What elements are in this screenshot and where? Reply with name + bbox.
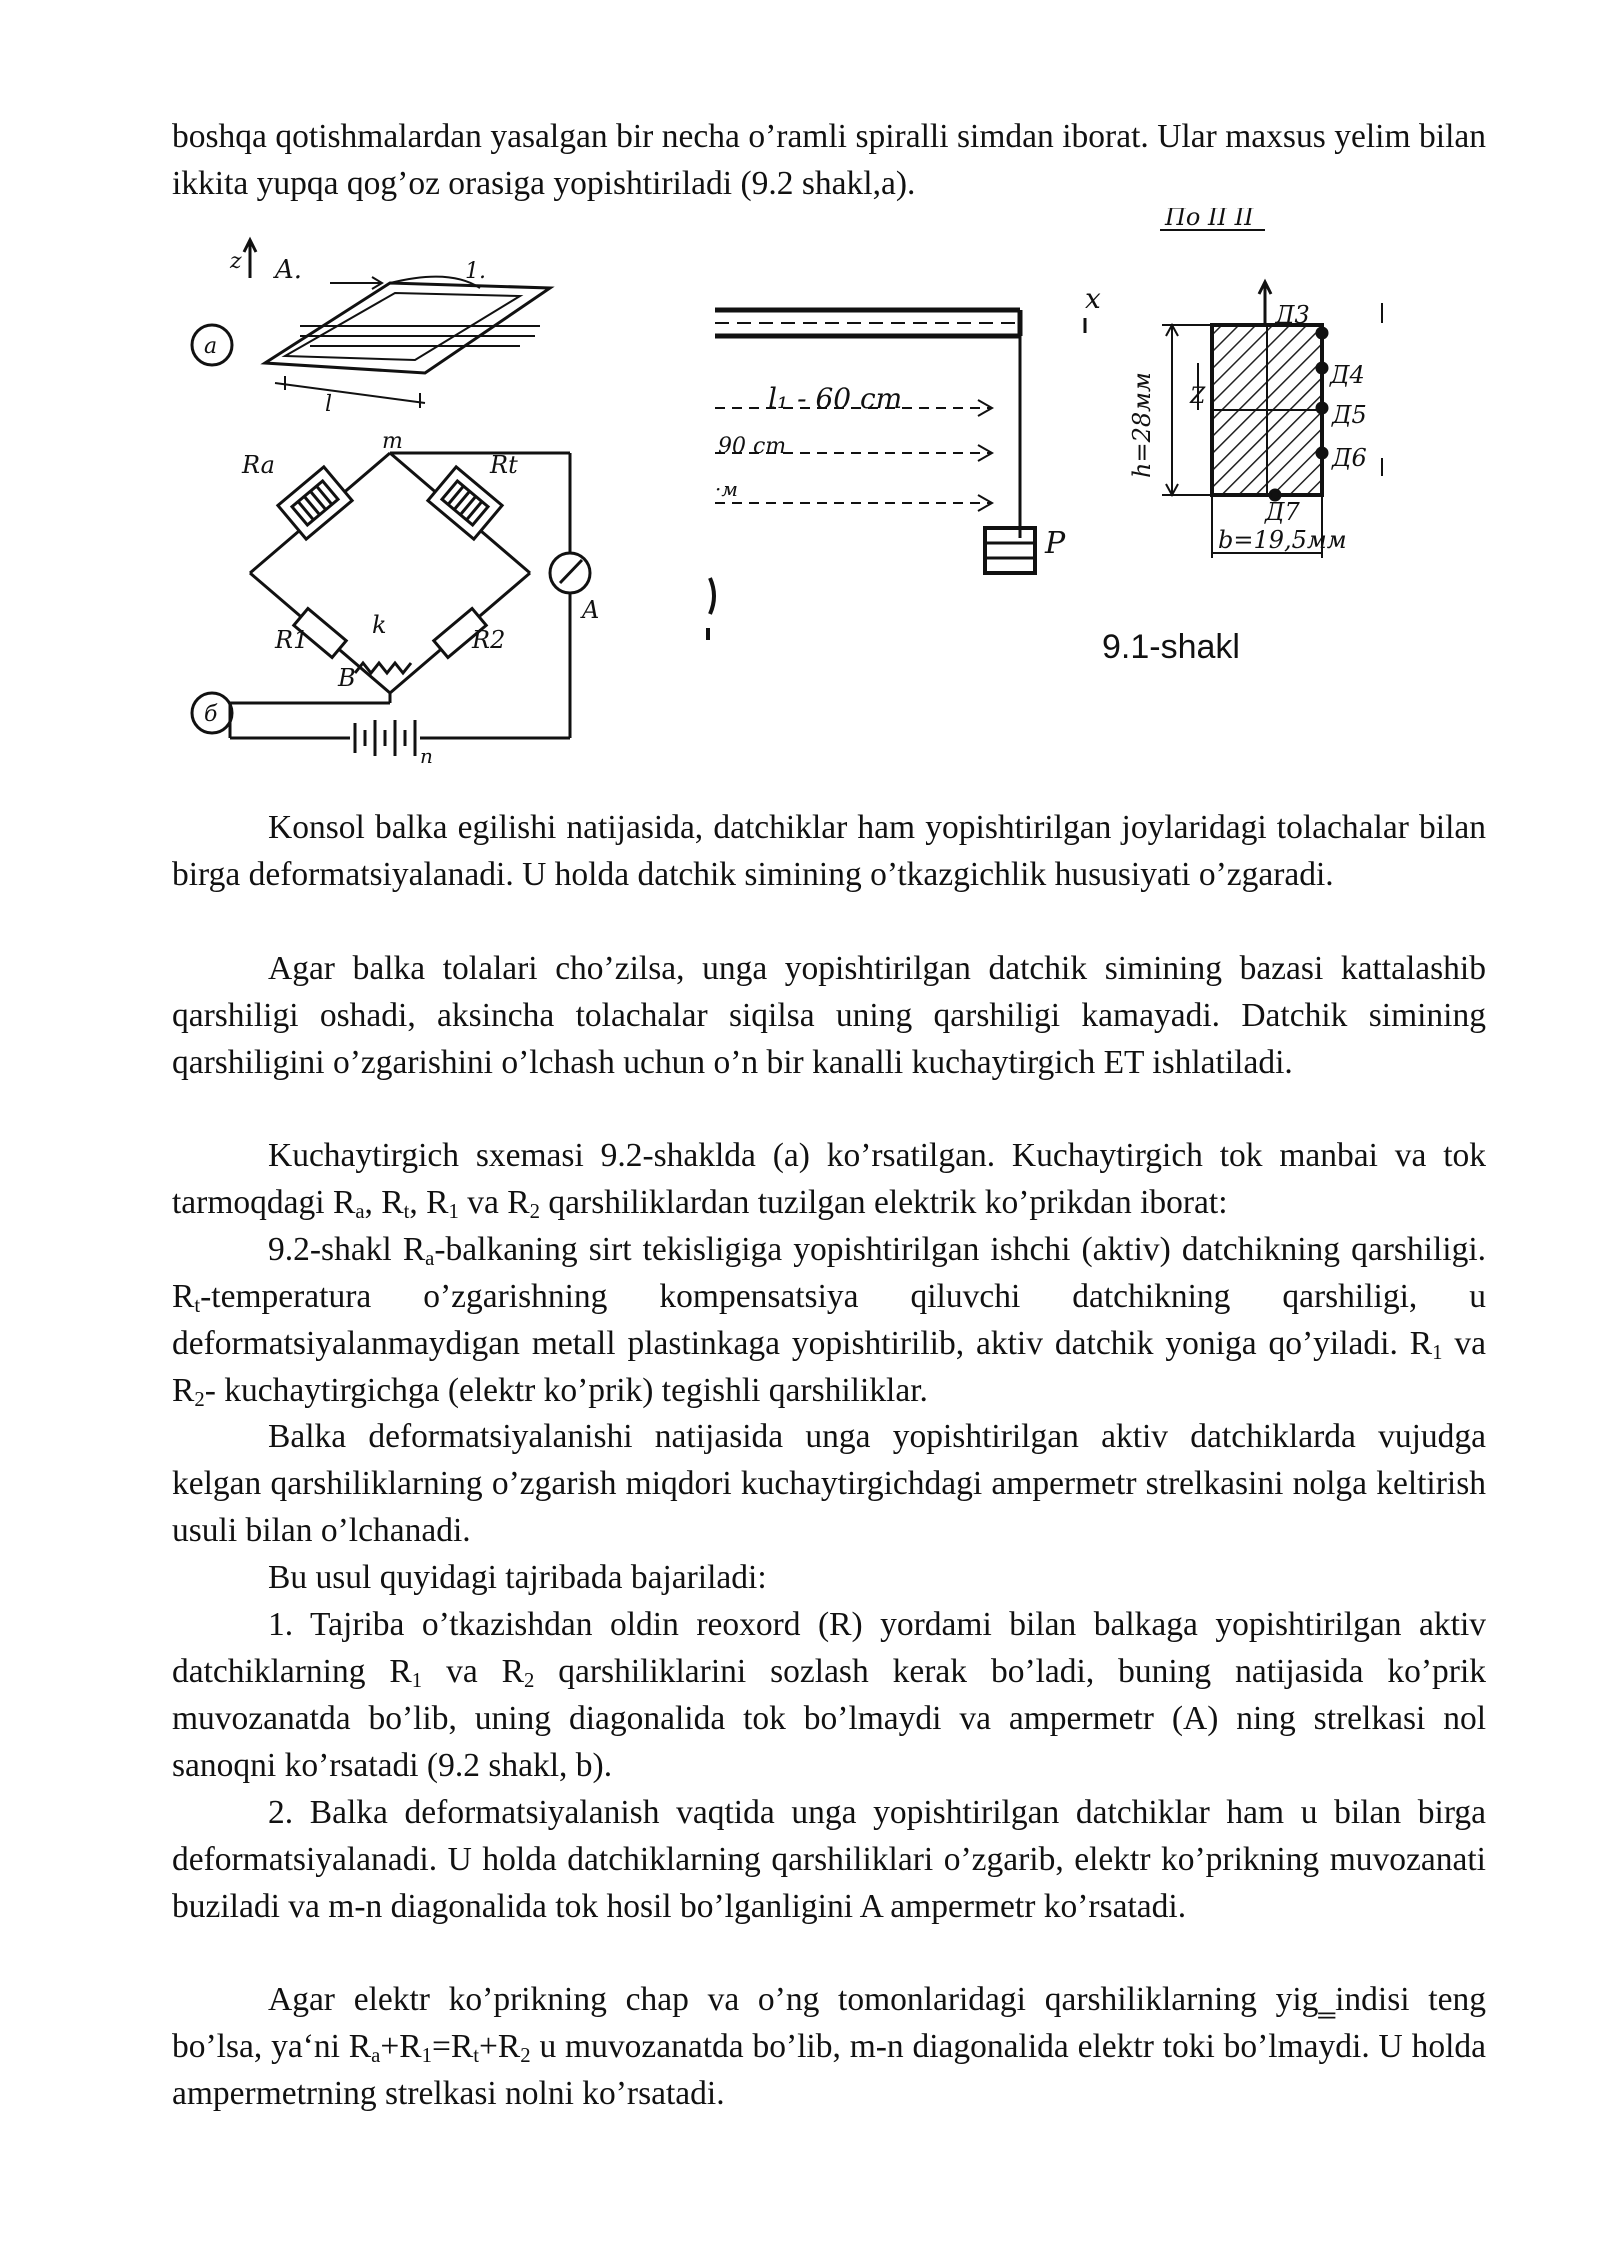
paragraph-6-text: Bu usul quyidagi tajribada bajariladi: — [268, 1559, 767, 1596]
label-l: l — [325, 392, 333, 417]
symbol-r1: R — [426, 1184, 449, 1221]
label-Ra: Ra — [242, 451, 275, 479]
symbol-r2: R — [507, 1184, 530, 1221]
separator: , — [364, 1184, 382, 1221]
strain-gauge-sketch — [192, 240, 550, 408]
paragraph-6 — [172, 1554, 1486, 1601]
paragraph-7-part: 1. Tajriba o’tkazishdan oldin reoxord (R) yordami bilan balkaga yopishtirilgan aktiv datchiklarning R — [172, 1606, 1486, 1690]
label-l1: l₁ - 60 cm — [768, 382, 903, 415]
label-Rt: Rt — [490, 451, 518, 479]
symbol-ra-sub: a — [355, 1200, 365, 1224]
label-one: 1. — [465, 259, 486, 284]
label-90cm: 90 cm — [718, 434, 787, 459]
cantilever-beam — [708, 310, 1085, 640]
label-D6: Д6 — [1332, 444, 1367, 472]
subscript: t — [194, 1294, 201, 1318]
paragraph-intro — [172, 113, 1486, 207]
paragraph-4-part: 9.2-shakl R — [268, 1231, 426, 1268]
label-R2: R2 — [472, 626, 506, 654]
symbol-ra: R — [332, 1184, 356, 1221]
subscript: 2 — [523, 1669, 535, 1693]
subscript: 1 — [411, 1669, 423, 1693]
label-A-arrow: A. — [275, 255, 303, 285]
paragraph-9-part: +R — [380, 2028, 422, 2065]
paragraph-7-part: va R — [422, 1653, 524, 1690]
label-cm-partial: ·м — [715, 477, 738, 501]
paragraph-9-part: =R — [431, 2028, 474, 2065]
paragraph-9 — [172, 1976, 1486, 2117]
label-D5: Д5 — [1332, 401, 1367, 429]
panel-a-mark: a — [204, 334, 218, 359]
label-D3: Д3 — [1275, 301, 1310, 329]
subscript: 1 — [421, 2044, 432, 2068]
symbol-r2-sub: 2 — [529, 1200, 541, 1224]
label-D4: Д4 — [1330, 361, 1365, 389]
label-m: m — [382, 429, 403, 454]
paragraph-7-part: qarshiliklarini sozlash kerak bo’ladi, buning natijasida ko’prik muvozanatda bo’lib, uning diagonalida tok bo’lmaydi va ampermetr (A) ning strelkasi nol sanoqni ko’rsatadi (9.2 shakl, b). — [172, 1653, 1486, 1784]
label-k: k — [372, 611, 387, 639]
figure-drawing — [150, 208, 1470, 788]
label-x: x — [1085, 282, 1101, 315]
subscript: 2 — [520, 2044, 531, 2068]
label-b-dim: b=19,5мм — [1218, 526, 1347, 554]
panel-b-mark: б — [204, 702, 218, 727]
subscript: 2 — [194, 1388, 205, 1412]
paragraph-8-text: 2. Balka deformatsiyalanish vaqtida unga yopishtirilgan datchiklar ham u bilan birga deformatsiyalanadi. U holda datchiklarning qarshiliklari o’zgarib, elektr ko’prikning muvozanati buziladi va m-n diagonalida tok hosil bo’lganligini A ampermetr ko’rsatadi. — [172, 1794, 1486, 1925]
figure-9-1 — [150, 208, 1470, 788]
paragraph-4-part: -balkaning sirt tekisligiga yopishtirilgan ishchi (aktiv) datchikning qarshiligi. R — [172, 1231, 1486, 1315]
paragraph-4-part: -temperatura o’zgarishning kompensatsiya qiluvchi datchikning qarshiligi, u deformatsiyalanmaydigan metall plastinkaga yopishtirilib, aktiv datchik yoniga qo’yiladi. R — [172, 1278, 1486, 1362]
label-z-box: Z — [1190, 384, 1206, 409]
label-D7: Д7 — [1265, 498, 1300, 526]
label-ammeter: A — [582, 596, 600, 624]
label-B: B — [338, 664, 356, 692]
paragraph-intro-text: boshqa qotishmalardan yasalgan bir necha o’ramli spiralli simdan iborat. Ular maxsus yelim bilan ikkita yupqa qog’oz orasiga yopishtiriladi (9.2 shakl,a). — [172, 118, 1486, 202]
paragraph-8 — [172, 1789, 1486, 1930]
paragraph-1 — [172, 804, 1486, 898]
paragraph-9-part: u muvozanatda bo’lib, m-n diagonalida elektr toki bo’lmaydi. U holda ampermetrning strelkasi nolni ko’rsatadi. — [172, 2028, 1486, 2112]
label-n: n — [420, 744, 433, 768]
paragraph-5-text: Balka deformatsiyalanishi natijasida unga yopishtirilgan aktiv datchiklarda vujudga kelgan qarshiliklarning o’zgarish miqdori kuchaytirgichdagi ampermetr strelkasini nolga keltirish usuli bilan o’lchanadi. — [172, 1418, 1486, 1549]
paragraph-1-text: Konsol balka egilishi natijasida, datchiklar ham yopishtirilgan joylaridagi tolachalar bilan birga deformatsiyalanadi. U holda datchik simining o’tkazgichlik hususiyati o’zgaradi. — [172, 809, 1486, 893]
conjunction: va — [458, 1184, 508, 1221]
subscript: t — [473, 2044, 479, 2068]
symbol-r1-sub: 1 — [448, 1200, 459, 1224]
separator: , — [409, 1184, 427, 1221]
paragraph-4 — [172, 1226, 1486, 1414]
label-P: P — [1045, 526, 1066, 561]
label-h-dim: h=28мм — [1128, 372, 1156, 478]
paragraph-4-part: va R — [172, 1325, 1486, 1409]
symbol-rt-sub: t — [403, 1200, 410, 1224]
paragraph-3 — [172, 1132, 1486, 1226]
paragraph-3-end: qarshiliklardan tuzilgan elektrik ko’prikdan iborat: — [540, 1184, 1228, 1221]
paragraph-4-part: - kuchaytirgichga (elektr ko’prik) tegishli qarshiliklar. — [204, 1372, 928, 1409]
bridge-circuit — [192, 453, 590, 756]
subscript: 1 — [1432, 1341, 1443, 1365]
paragraph-3-text: Kuchaytirgich sxemasi 9.2-shaklda (a) ko’rsatilgan. Kuchaytirgich tok manbai va tok tarmoqdagi — [172, 1137, 1486, 1221]
section-title: По II II — [1165, 208, 1254, 231]
paragraph-9-part: +R — [478, 2028, 521, 2065]
paragraph-2 — [172, 945, 1486, 1086]
paragraph-5 — [172, 1413, 1486, 1554]
paragraph-2-text: Agar balka tolalari cho’zilsa, unga yopishtirilgan datchik simining bazasi kattalashib qarshiligi oshadi, aksincha tolachalar siqilsa uning qarshiligi kamayadi. Datchik simining qarshiligini o’zgarishini o’lchash uchun o’n bir kanalli kuchaytirgich ET ishlatiladi. — [172, 950, 1486, 1081]
label-R1: R1 — [275, 626, 309, 654]
symbol-rt: R — [381, 1184, 404, 1221]
subscript: a — [371, 2044, 381, 2068]
subscript: a — [425, 1247, 435, 1271]
label-z: z — [230, 249, 242, 274]
figure-caption: 9.1-shakl — [1102, 628, 1240, 666]
paragraph-7 — [172, 1601, 1486, 1789]
paragraph-9-part: Agar elektr ko’prikning chap va o’ng tomonlaridagi qarshiliklarning yig‗indisi teng bo’lsa, ya‘ni R — [172, 1981, 1486, 2065]
